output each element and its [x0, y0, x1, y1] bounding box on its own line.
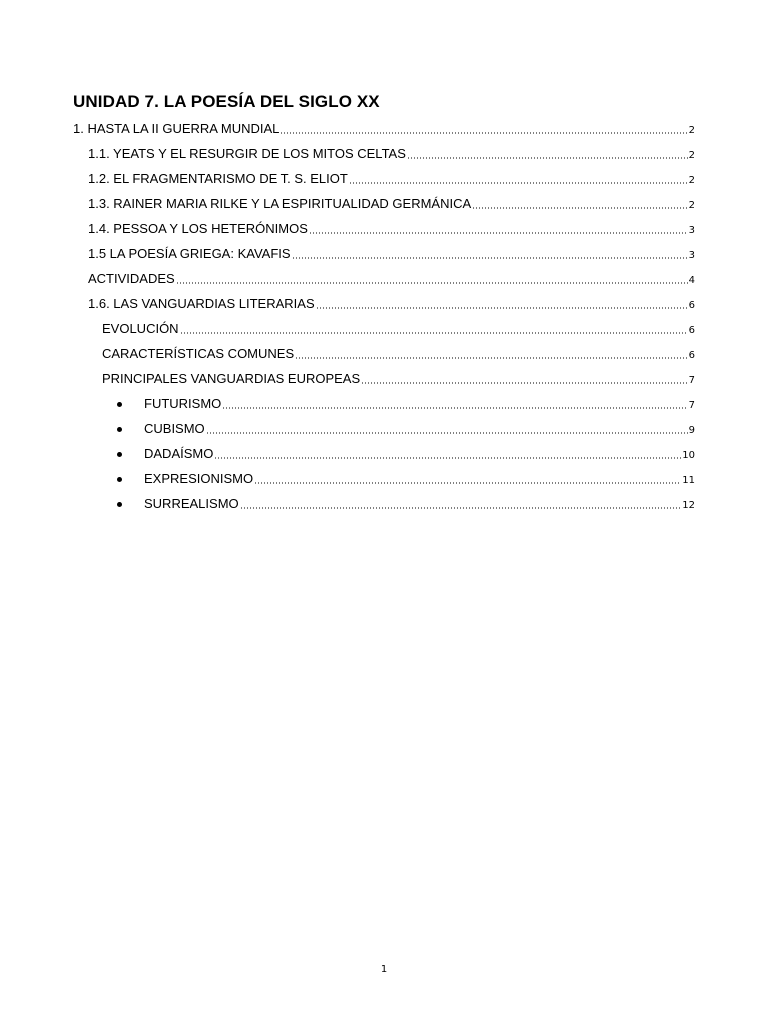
toc-entry[interactable]	[73, 366, 695, 391]
bullet-icon	[117, 402, 122, 407]
toc-page-number: 7	[688, 399, 695, 411]
dot-leader	[180, 332, 688, 334]
dot-leader	[472, 207, 687, 209]
dot-leader	[292, 257, 688, 259]
toc-entry-text: SURREALISMO	[144, 496, 239, 511]
toc-page-number: 2	[688, 199, 695, 211]
toc-page-number: 6	[688, 299, 695, 311]
toc-page-number: 3	[688, 249, 695, 261]
document-title: UNIDAD 7. LA POESÍA DEL SIGLO XX	[73, 92, 380, 112]
toc-entry[interactable]	[73, 166, 695, 191]
table-of-contents	[73, 116, 695, 516]
toc-entry-text: 1.2. EL FRAGMENTARISMO DE T. S. ELIOT	[88, 171, 348, 186]
dot-leader	[206, 432, 688, 434]
dot-leader	[295, 357, 687, 359]
toc-entry-text: 1.3. RAINER MARIA RILKE Y LA ESPIRITUALIDAD GERMÁNICA	[88, 196, 472, 211]
toc-entry-text: DADAÍSMO	[144, 446, 214, 461]
toc-entry[interactable]	[73, 441, 695, 466]
toc-entry-text: CUBISMO	[144, 421, 205, 436]
toc-page-number: 11	[682, 474, 695, 486]
toc-entry-text: ACTIVIDADES	[88, 271, 175, 286]
toc-entry-text: 1.4. PESSOA Y LOS HETERÓNIMOS	[88, 221, 308, 236]
dot-leader	[349, 182, 688, 184]
toc-page-number: 4	[688, 274, 695, 286]
toc-entry-text: FUTURISMO	[144, 396, 222, 411]
toc-page-number: 6	[688, 324, 695, 336]
dot-leader	[240, 507, 682, 509]
toc-entry[interactable]	[73, 316, 695, 341]
dot-leader	[254, 482, 681, 484]
bullet-icon	[117, 427, 122, 432]
toc-entry-text: 1.6. LAS VANGUARDIAS LITERARIAS	[88, 296, 315, 311]
dot-leader	[407, 157, 688, 159]
toc-page-number: 2	[688, 174, 695, 186]
dot-leader	[316, 307, 688, 309]
toc-entry-text: CARACTERÍSTICAS COMUNES	[102, 346, 295, 361]
toc-entry[interactable]	[73, 466, 695, 491]
toc-page-number: 2	[688, 124, 695, 136]
toc-entry-text: 1.5 LA POESÍA GRIEGA: KAVAFIS	[88, 246, 291, 261]
toc-entry[interactable]	[73, 291, 695, 316]
bullet-icon	[117, 502, 122, 507]
toc-entry[interactable]	[73, 141, 695, 166]
dot-leader	[222, 407, 687, 409]
bullet-icon	[117, 452, 122, 457]
toc-entry-text: PRINCIPALES VANGUARDIAS EUROPEAS	[102, 371, 361, 386]
dot-leader	[214, 457, 681, 459]
dot-leader	[176, 282, 688, 284]
toc-entry[interactable]	[73, 241, 695, 266]
toc-entry[interactable]	[73, 491, 695, 516]
toc-page-number: 2	[688, 149, 695, 161]
toc-page-number: 10	[682, 449, 695, 461]
toc-page-number: 12	[682, 499, 695, 511]
toc-entry-text: EXPRESIONISMO	[144, 471, 254, 486]
toc-page-number: 7	[688, 374, 695, 386]
dot-leader	[309, 232, 688, 234]
toc-page-number: 9	[688, 424, 695, 436]
toc-page-number: 6	[688, 349, 695, 361]
toc-entry-text: 1. HASTA LA II GUERRA MUNDIAL	[73, 121, 280, 136]
toc-entry[interactable]	[73, 416, 695, 441]
toc-page-number: 3	[688, 224, 695, 236]
dot-leader	[361, 382, 687, 384]
page-footer-number: 1	[380, 964, 388, 975]
toc-entry[interactable]	[73, 191, 695, 216]
bullet-icon	[117, 477, 122, 482]
toc-entry[interactable]	[73, 116, 695, 141]
toc-entry-text: 1.1. YEATS Y EL RESURGIR DE LOS MITOS CELTAS	[88, 146, 406, 161]
toc-entry[interactable]	[73, 216, 695, 241]
toc-entry[interactable]	[73, 391, 695, 416]
toc-entry-text: EVOLUCIÓN	[102, 321, 179, 336]
toc-entry[interactable]	[73, 266, 695, 291]
dot-leader	[280, 132, 687, 134]
toc-entry[interactable]	[73, 341, 695, 366]
